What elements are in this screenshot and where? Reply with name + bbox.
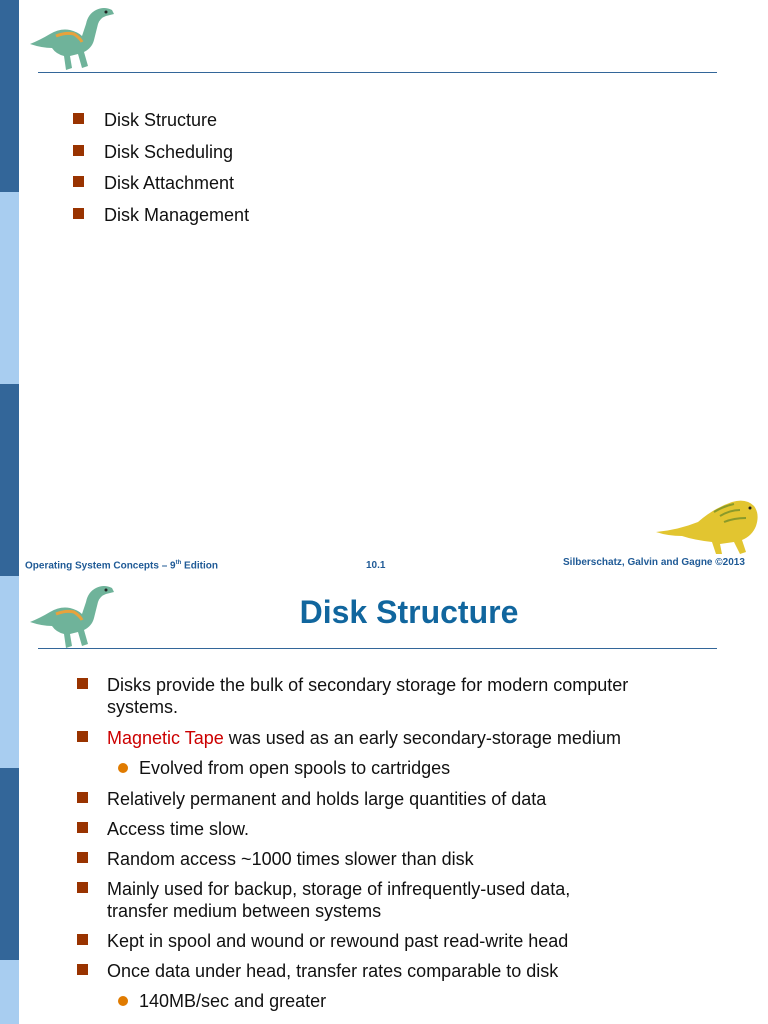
list-item: Disk Management [73, 203, 249, 235]
list-item: Magnetic Tape was used as an early secondary-storage medium [77, 727, 677, 749]
list-item: Access time slow. [77, 818, 677, 840]
list-item: 140MB/sec and greater [77, 990, 677, 1012]
dinosaur-illustration-icon [654, 492, 762, 556]
square-bullet-icon [77, 852, 88, 863]
square-bullet-icon [77, 792, 88, 803]
footer-page-number: 10.1 [366, 560, 386, 571]
slide-2-bullet-list [77, 674, 677, 1012]
dinosaur-logo-icon [26, 4, 118, 72]
list-item: Random access ~1000 times slower than disk [77, 848, 677, 870]
square-bullet-icon [77, 731, 88, 742]
highlight-term: Magnetic Tape [107, 728, 224, 748]
footer-left: Operating System Concepts – 9th Edition [25, 560, 218, 572]
square-bullet-icon [77, 964, 88, 975]
list-item: Kept in spool and wound or rewound past read-write head [77, 930, 677, 952]
square-bullet-icon [77, 934, 88, 945]
square-bullet-icon [73, 176, 84, 187]
round-bullet-icon [118, 763, 128, 773]
list-item: Mainly used for backup, storage of infrequently-used data, transfer medium between systems [77, 878, 597, 922]
list-item: Disk Scheduling [73, 140, 249, 172]
list-item: Disk Attachment [73, 171, 249, 203]
square-bullet-icon [77, 882, 88, 893]
list-item: Evolved from open spools to cartridges [77, 757, 677, 779]
footer-copyright: Silberschatz, Galvin and Gagne ©2013 [563, 557, 745, 568]
list-item: Relatively permanent and holds large quantities of data [77, 788, 677, 810]
list-item: Disks provide the bulk of secondary storage for modern computer systems. [77, 674, 677, 718]
list-item: Disk Structure [73, 108, 249, 140]
list-item: Once data under head, transfer rates comparable to disk [77, 960, 677, 982]
slide-2 [0, 580, 768, 1024]
slide-title: Disk Structure [299, 594, 519, 630]
square-bullet-icon [73, 208, 84, 219]
square-bullet-icon [77, 678, 88, 689]
slide-1-bullet-list [73, 108, 249, 234]
square-bullet-icon [73, 145, 84, 156]
square-bullet-icon [73, 113, 84, 124]
header-rule [38, 72, 717, 73]
square-bullet-icon [77, 822, 88, 833]
header-rule [38, 648, 717, 649]
round-bullet-icon [118, 996, 128, 1006]
